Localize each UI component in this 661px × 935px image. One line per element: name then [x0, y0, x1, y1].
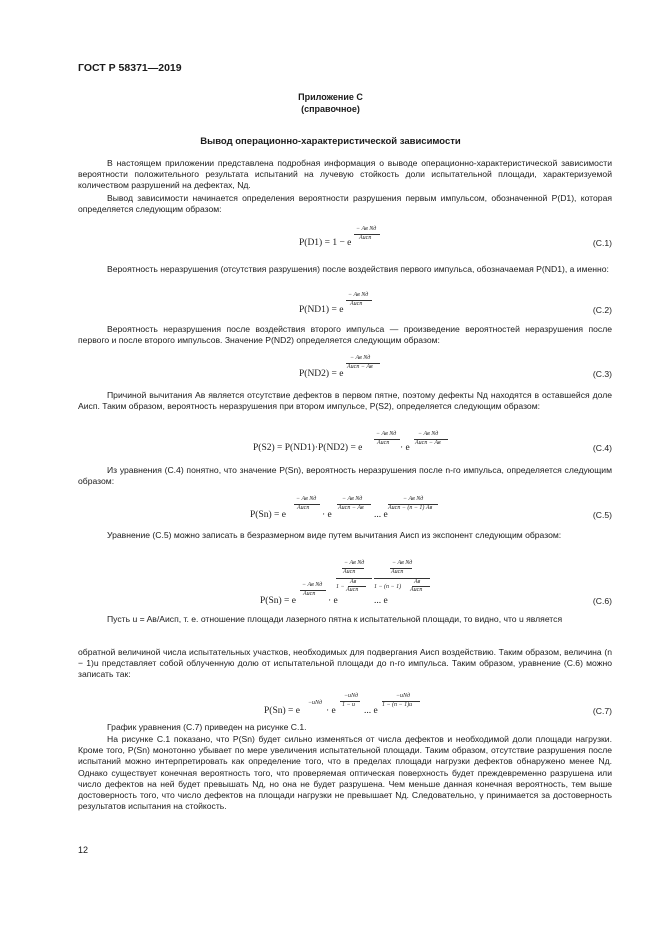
- eq-c6-e2-top: − Aв Nд: [344, 560, 365, 566]
- eq-c4-e2-den: Aисп − Aв: [415, 440, 441, 446]
- paragraph-nondestruction-second: Вероятность неразрушения после воздействия второго импульса — произведение вероятностей неразрушения после первого и после второго импульсов. Значение P(ND2) определяется следующим образом:: [78, 324, 612, 346]
- paragraph-derivation-start: Вывод зависимости начинается определения вероятности разрушения первым импульсом, обозначенной P(D1), которая определяется следующим образом:: [78, 193, 612, 215]
- eq-c6-e3-den-b: Aв: [414, 579, 421, 585]
- eq-c5-e1-den: Aисп: [297, 505, 310, 511]
- section-title: Вывод операционно-характеристической зависимости: [200, 136, 461, 147]
- paragraph-intro: В настоящем приложении представлена подробная информация о выводе операционно-характеристической зависимости вероятности положительного результата испытаний на лучевую стойкость доли испытательной площади, характеризуемой количеством разрушений на дефектах, Nд.: [78, 158, 612, 191]
- paragraph-figure-ref: График уравнения (С.7) приведен на рисунке С.1.: [107, 722, 307, 732]
- paragraph-subtraction-reason: Причиной вычитания Aв является отсутствие дефектов в первом пятне, поэтому дефекты Nд находятся в оставшейся доле Aисп. Таким образом, вероятность неразрушения при втором импульсе, P(S2), определяется следующим образом:: [78, 390, 612, 412]
- eq-c3-lhs: P(ND2) = e: [299, 369, 344, 379]
- eq-c5-lhs: P(Sn) = e: [250, 510, 286, 520]
- paragraph-nondestruction-first: Вероятность неразрушения (отсутствия разрушения) после воздействия первого импульса, обозначаемая P(ND1), а именно:: [107, 264, 609, 274]
- page-number: 12: [78, 845, 89, 855]
- appendix-title: Приложение С: [298, 92, 363, 102]
- eq-c7-dots: ... e: [364, 706, 378, 716]
- equation-c7: [78, 692, 612, 722]
- eq-c7-e1: −uNд: [308, 700, 323, 706]
- eq-c5-e2-den: Aисп − Aв: [338, 505, 364, 511]
- eq-c1-lhs: P(D1) = 1 − e: [299, 238, 352, 248]
- eq-c6-e1-num: − Aв Nд: [302, 582, 323, 588]
- eq-c6-mid: · e: [328, 596, 338, 606]
- equation-c1: [78, 226, 612, 256]
- eq-c7-mid: · e: [326, 706, 336, 716]
- eq-c5-dots: ... e: [374, 510, 388, 520]
- equation-c2: [78, 290, 612, 320]
- eq-c6-label: (С.6): [592, 596, 612, 606]
- equation-c6: [78, 558, 612, 608]
- eq-c7-e3-num: −uNд: [396, 693, 411, 699]
- eq-c7-e2-num: −uNд: [344, 693, 359, 699]
- eq-c4-mid: · e: [400, 443, 410, 453]
- paragraph-nth-pulse: Из уравнения (С.4) понятно, что значение P(Sn), вероятность неразрушения после n-го импульса, определяется следующим образом:: [78, 465, 612, 487]
- eq-c6-e2-den-c: Aисп: [346, 587, 359, 593]
- eq-c5-mid: · e: [322, 510, 332, 520]
- eq-c6-e3-den-a: 1 − (n − 1): [374, 584, 402, 590]
- eq-c2-exp-num: − Aв Nд: [348, 292, 369, 298]
- equation-c5: [78, 494, 612, 524]
- eq-c6-e1-den: Aисп: [303, 591, 316, 597]
- eq-c5-e2-num: − Aв Nд: [342, 496, 363, 502]
- eq-c7-e2-den: 1 − u: [342, 702, 356, 708]
- eq-c5-e1-num: − Aв Nд: [296, 496, 317, 502]
- paragraph-conclusion: На рисунке С.1 показано, что P(Sn) будет сильно изменяться от числа дефектов и необходимой доли площади нагрузки. Кроме того, P(Sn) монотонно убывает по мере увеличения испытательной площади. Таким образом, отсутствие разрушения после испытаний можно интерпретировать как определение того, что в пределах площади нагрузки дефектов обнаружено менее Nд. Однако существует конечная вероятность того, что проверяемая оптическая поверхность будет преждевременно разрушена или число дефектов на ней будет превышать Nд, но она не будет разрушена. Чем меньше данная конечная вероятность, тем выше достоверность того, что число дефектов на площади нагрузки не превышает Nд. Следовательно, γ принимается за достоверность результатов испытания на стойкость.: [78, 734, 612, 812]
- eq-c7-e3-den: 1 − (n − 1)u: [382, 702, 413, 708]
- eq-c6-e2-den-a: 1 −: [336, 584, 345, 590]
- eq-c7-lhs: P(Sn) = e: [264, 706, 300, 716]
- eq-c1-label: (С.1): [592, 238, 612, 248]
- paragraph-let-u-text: Пусть u = Aв/Aисп, т. е. отношение площади лазерного пятна к испытательной площади, то видно, что u является: [107, 614, 563, 624]
- eq-c2-label: (С.2): [592, 305, 612, 315]
- eq-c6-e3-den-c: Aисп: [410, 587, 423, 593]
- eq-c3-exp-den: Aисп − Aв: [347, 364, 373, 370]
- eq-c5-e3-den: Aисп − (n − 1) Aв: [388, 505, 433, 511]
- appendix-subtitle: (справочное): [301, 104, 360, 114]
- paragraph-inverse: обратной величиной числа испытательных участков, необходимых для подвергания Aисп воздействию. Таким образом, величина (n − 1)u представляет собой облученную долю от испытательной площади до n-го импульса. Таким образом, уравнение (С.6) можно записать так:: [78, 647, 612, 680]
- eq-c1-exp-den: Aисп: [359, 235, 372, 241]
- eq-c6-e2-den-b: Aв: [350, 579, 357, 585]
- eq-c4-e2-num: − Aв Nд: [418, 431, 439, 437]
- eq-c7-label: (С.7): [592, 706, 612, 716]
- paragraph-let-u: [78, 614, 612, 644]
- eq-c6-e3-bar: [374, 578, 430, 579]
- paragraph-dimensionless: Уравнение (С.5) можно записать в безразмерном виде путем вычитания Aисп из экспонент следующим образом:: [107, 530, 562, 540]
- eq-c2-lhs: P(ND1) = e: [299, 305, 344, 315]
- eq-c6-lhs: P(Sn) = e: [260, 596, 296, 606]
- eq-c4-lhs: P(S2) = P(ND1)·P(ND2) = e: [253, 443, 363, 453]
- eq-c1-exp-num: − Aв Nд: [356, 226, 377, 232]
- standard-header: ГОСТ Р 58371—2019: [78, 62, 182, 74]
- equation-c4: [78, 431, 612, 461]
- eq-c4-e1-num: − Aв Nд: [376, 431, 397, 437]
- eq-c3-label: (С.3): [592, 369, 612, 379]
- equation-c3: [78, 353, 612, 383]
- eq-c6-e2-sub: Aисп: [343, 569, 356, 575]
- eq-c2-exp-den: Aисп: [350, 301, 363, 307]
- eq-c5-label: (С.5): [592, 510, 612, 520]
- eq-c3-exp-num: − Aв Nд: [350, 355, 371, 361]
- eq-c6-e3-top: − Aв Nд: [392, 560, 413, 566]
- eq-c6-e3-sub: Aисп: [391, 569, 404, 575]
- eq-c5-e3-num: − Aв Nд: [403, 496, 424, 502]
- eq-c6-dots: ... e: [374, 596, 388, 606]
- eq-c4-label: (С.4): [592, 443, 612, 453]
- eq-c4-e1-den: Aисп: [377, 440, 390, 446]
